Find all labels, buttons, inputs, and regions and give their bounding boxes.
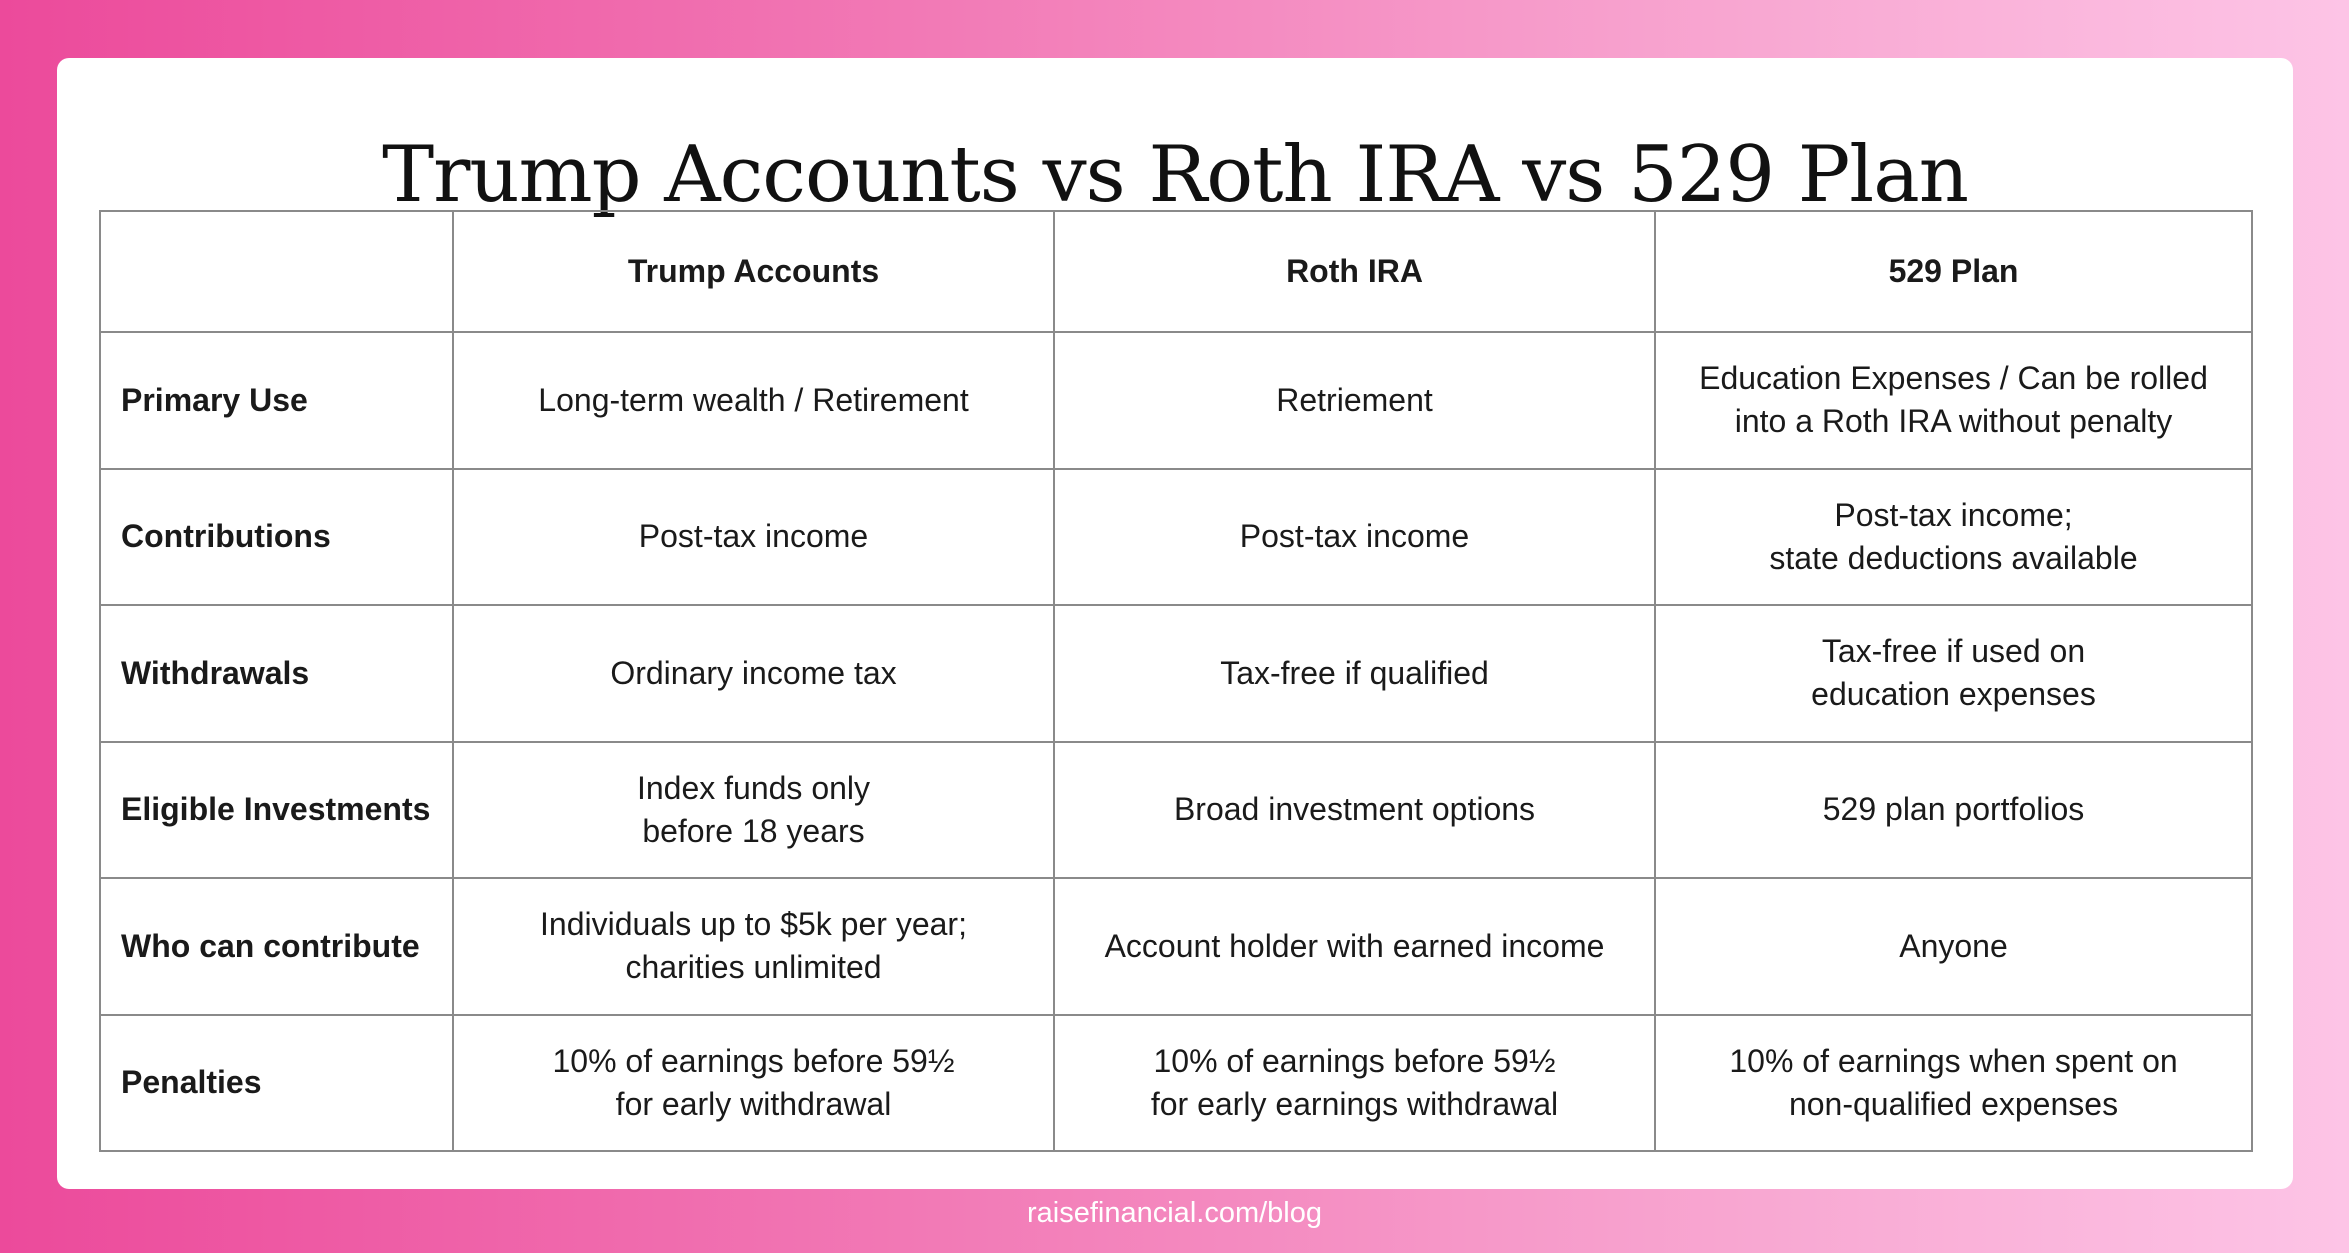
- row-header: Contributions: [100, 469, 453, 606]
- comparison-card: [57, 58, 2293, 1189]
- column-header-trump-accounts: Trump Accounts: [453, 211, 1054, 332]
- table-cell-roth-ira: [1054, 332, 1655, 469]
- table-cell-trump-accounts: [453, 469, 1054, 606]
- table-row: [100, 742, 2252, 879]
- table-cell-roth-ira: [1054, 878, 1655, 1015]
- row-header: Eligible Investments: [100, 742, 453, 879]
- cell-text-line: non-qualified expenses: [1788, 1085, 2119, 1122]
- table-cell-roth-ira: [1054, 742, 1655, 879]
- cell-text-line: Broad investment options: [1173, 791, 1536, 828]
- cell-text-line: Long-term wealth / Retirement: [538, 381, 969, 418]
- column-header-roth-ira: Roth IRA: [1054, 211, 1655, 332]
- table-cell-roth-ira: [1054, 469, 1655, 606]
- table-body: [100, 332, 2252, 1151]
- row-header: Who can contribute: [100, 878, 453, 1015]
- column-header-529-plan: 529 Plan: [1655, 211, 2252, 332]
- comparison-table: [99, 210, 2253, 1152]
- cell-text-line: Index funds only: [636, 769, 871, 806]
- table-cell-trump-accounts: [453, 878, 1054, 1015]
- table-cell-529-plan: [1655, 878, 2252, 1015]
- corner-cell: [100, 211, 453, 332]
- table-cell-529-plan: [1655, 332, 2252, 469]
- table-row: [100, 469, 2252, 606]
- cell-text-line: 529 plan portfolios: [1822, 791, 2085, 828]
- table-row: [100, 332, 2252, 469]
- cell-text-line: Ordinary income tax: [610, 654, 897, 691]
- cell-text-line: 10% of earnings before 59½: [1153, 1042, 1556, 1079]
- cell-text-line: Post-tax income: [638, 518, 869, 555]
- cell-text-line: Retriement: [1276, 381, 1433, 418]
- row-header: Penalties: [100, 1015, 453, 1152]
- cell-text-line: before 18 years: [642, 812, 865, 849]
- table-cell-trump-accounts: [453, 332, 1054, 469]
- cell-text-line: 10% of earnings before 59½: [552, 1042, 955, 1079]
- cell-text-line: Post-tax income: [1239, 518, 1470, 555]
- table-cell-trump-accounts: [453, 605, 1054, 742]
- cell-text-line: Post-tax income;: [1834, 496, 2073, 533]
- cell-text-line: 10% of earnings when spent on: [1729, 1042, 2178, 1079]
- table-cell-trump-accounts: [453, 742, 1054, 879]
- cell-text-line: education expenses: [1811, 676, 2096, 713]
- table-cell-trump-accounts: [453, 1015, 1054, 1152]
- cell-text-line: Account holder with earned income: [1104, 927, 1605, 964]
- header-row: [100, 211, 2252, 332]
- table-row: [100, 1015, 2252, 1152]
- table-cell-529-plan: [1655, 1015, 2252, 1152]
- cell-text-line: for early withdrawal: [615, 1085, 892, 1122]
- cell-text-line: into a Roth IRA without penalty: [1734, 403, 2173, 440]
- table-row: [100, 605, 2252, 742]
- table-cell-roth-ira: [1054, 605, 1655, 742]
- cell-text-line: Individuals up to $5k per year;: [540, 906, 967, 943]
- table-cell-roth-ira: [1054, 1015, 1655, 1152]
- cell-text-line: charities unlimited: [625, 949, 882, 986]
- table-row: [100, 878, 2252, 1015]
- cell-text-line: state deductions available: [1769, 539, 2138, 576]
- cell-text-line: Tax-free if qualified: [1220, 654, 1489, 691]
- row-header: Primary Use: [100, 332, 453, 469]
- page-title: Trump Accounts vs Roth IRA vs 529 Plan: [382, 130, 1968, 220]
- table-cell-529-plan: [1655, 605, 2252, 742]
- cell-text-line: Anyone: [1899, 927, 2008, 964]
- cell-text-line: Education Expenses / Can be rolled: [1699, 360, 2208, 397]
- cell-text-line: for early earnings withdrawal: [1150, 1085, 1559, 1122]
- table-cell-529-plan: [1655, 469, 2252, 606]
- cell-text-line: Tax-free if used on: [1821, 633, 2086, 670]
- footer-url: raisefinancial.com/blog: [1027, 1197, 1322, 1229]
- table-cell-529-plan: [1655, 742, 2252, 879]
- row-header: Withdrawals: [100, 605, 453, 742]
